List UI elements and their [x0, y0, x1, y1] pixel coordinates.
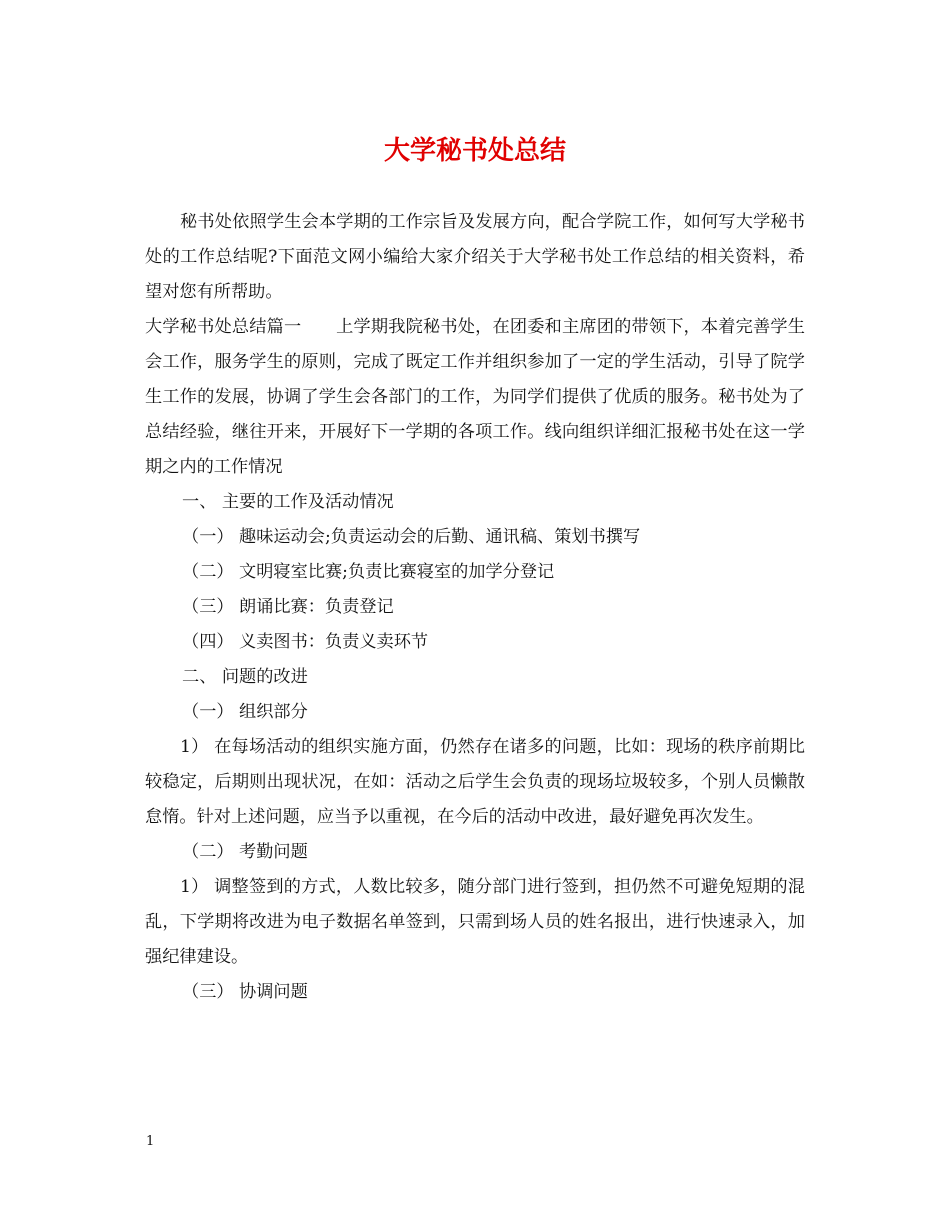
section-paragraph: 大学秘书处总结篇一 上学期我院秘书处，在团委和主席团的带领下，本着完善学生会工作，服务学生的原则，完成了既定工作并组织参加了一定的学生活动，引导了院学生工作的发展，协调了学生会各部门的工作，为同学们提供了优质的服务。秘书处为了总结经验，继往开来，开展好下一学期的各项工作。线向组织详细汇报秘书处在这一学期之内的工作情况 [145, 317, 805, 477]
subheading-coordination: （三） 协调问题 [182, 982, 308, 1002]
list-item: （一） 趣味运动会;负责运动会的后勤、通讯稿、策划书撰写 [182, 527, 641, 547]
document-body [145, 205, 805, 1010]
intro-paragraph: 秘书处依照学生会本学期的工作宗旨及发展方向，配合学院工作，如何写大学秘书处的工作总结呢?下面范文网小编给大家介绍关于大学秘书处工作总结的相关资料，希望对您有所帮助。 [145, 212, 805, 302]
page-number: 1 [146, 1134, 155, 1149]
list-item: （四） 义卖图书：负责义卖环节 [182, 632, 429, 652]
list-item: （二） 文明寝室比赛;负责比赛寝室的加学分登记 [182, 562, 555, 582]
subheading-attendance: （二） 考勤问题 [182, 842, 308, 862]
document-title: 大学秘书处总结 [383, 136, 566, 166]
heading-improvements: 二、 问题的改进 [182, 667, 308, 687]
attendance-paragraph: 1） 调整签到的方式，人数比较多，随分部门进行签到，担仍然不可避免短期的混乱，下学期将改进为电子数据名单签到，只需到场人员的姓名报出，进行快速录入，加强纪律建设。 [145, 877, 805, 967]
organization-paragraph: 1） 在每场活动的组织实施方面，仍然存在诸多的问题，比如：现场的秩序前期比较稳定，后期则出现状况，在如：活动之后学生会负责的现场垃圾较多，个别人员懒散怠惰。针对上述问题，应当予以重视，在今后的活动中改进，最好避免再次发生。 [145, 737, 805, 827]
list-item: （三） 朗诵比赛：负责登记 [182, 597, 394, 617]
subheading-organization: （一） 组织部分 [182, 702, 308, 722]
heading-main-work: 一、 主要的工作及活动情况 [182, 492, 394, 512]
